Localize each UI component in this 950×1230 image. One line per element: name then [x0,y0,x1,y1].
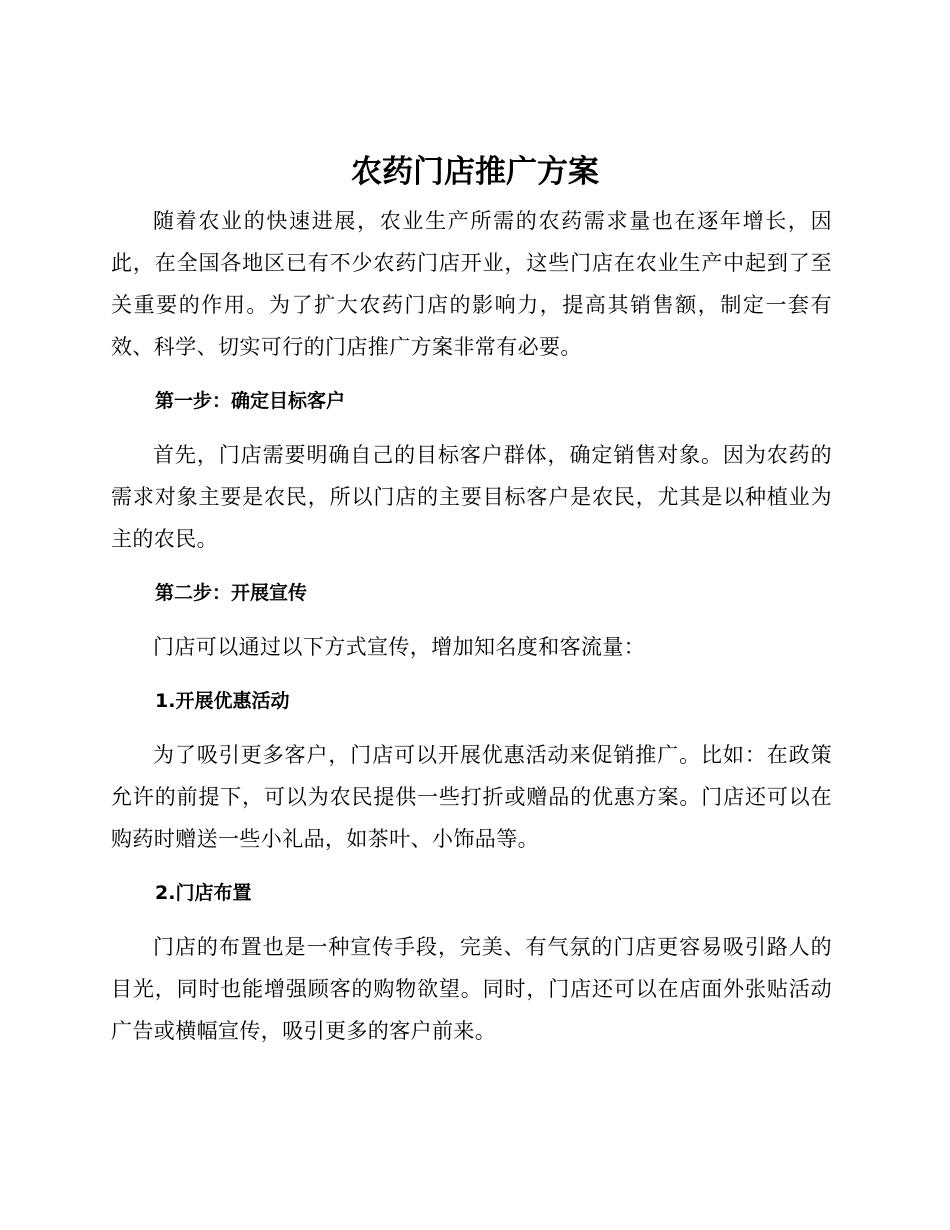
intro-paragraph: 随着农业的快速进展，农业生产所需的农药需求量也在逐年增长，因此，在全国各地区已有不少农药门店开业，这些门店在农业生产中起到了至关重要的作用。为了扩大农药门店的影响力，提高其销售额，制定一套有效、科学、切实可行的门店推广方案非常有必要。 [111,209,832,359]
step2-intro-paragraph: 门店可以通过以下方式宣传，增加知名度和客流量： [153,635,646,659]
sub2-paragraph: 门店的布置也是一种宣传手段，完美、有气氛的门店更容易吸引路人的目光，同时也能增强顾客的购物欲望。同时，门店还可以在店面外张贴活动广告或横幅宣传，吸引更多的客户前来。 [111,935,832,1043]
step2-heading: 第二步：开展宣传 [155,582,308,604]
sub1-heading: 1.开展优惠活动 [155,690,290,712]
document-body [111,200,832,1052]
step1-heading: 第一步：确定目标客户 [155,390,346,412]
step1-paragraph: 首先，门店需要明确自己的目标客户群体，确定销售对象。因为农药的需求对象主要是农民，所以门店的主要目标客户是农民，尤其是以种植业为主的农民。 [111,443,832,551]
document-title: 农药门店推广方案 [351,154,599,190]
sub1-paragraph: 为了吸引更多客户，门店可以开展优惠活动来促销推广。比如：在政策允许的前提下，可以为农民提供一些打折或赠品的优惠方案。门店还可以在购药时赠送一些小礼品，如茶叶、小饰品等。 [111,743,832,851]
sub2-heading: 2.门店布置 [155,882,252,904]
